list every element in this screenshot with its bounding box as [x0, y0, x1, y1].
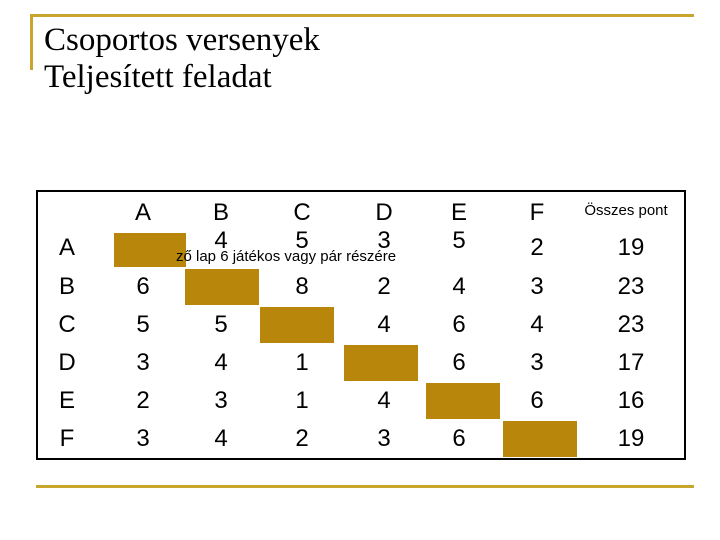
- diagonal-cell-b: [185, 269, 259, 305]
- col-header-b: B: [212, 199, 229, 226]
- overlay-caption: ző lap 6 játékos vagy pár részére: [176, 248, 397, 265]
- cell-c-d: 4: [377, 311, 391, 338]
- cell-a-b: 4: [214, 227, 228, 254]
- cell-a-c: 5: [295, 227, 309, 254]
- cell-d-a: 3: [136, 349, 150, 376]
- diagonal-cell-d: [344, 345, 418, 381]
- col-header-a: A: [134, 199, 151, 226]
- accent-vertical-bar: [30, 14, 33, 70]
- diagonal-cell-e: [426, 383, 500, 419]
- cell-d-f: 3: [530, 349, 544, 376]
- page-title: [44, 22, 320, 96]
- cell-b-f: 3: [530, 273, 544, 300]
- cell-d-b: 4: [214, 349, 228, 376]
- cell-c-f: 4: [530, 311, 544, 338]
- diagonal-cell-c: [260, 307, 334, 343]
- total-a: 19: [617, 234, 645, 261]
- diagonal-cell-f: [503, 421, 577, 457]
- total-c: 23: [617, 311, 645, 338]
- accent-bottom-line: [36, 485, 694, 488]
- total-b: 23: [617, 273, 645, 300]
- cell-d-c: 1: [295, 349, 309, 376]
- title-line-1: Csoportos versenyek: [44, 22, 320, 58]
- col-header-d: D: [375, 199, 393, 226]
- row-header-c: C: [58, 311, 76, 338]
- total-e: 16: [617, 387, 645, 414]
- row-header-d: D: [58, 349, 76, 376]
- col-header-total: Összes pont: [584, 202, 668, 219]
- cell-e-a: 2: [136, 387, 150, 414]
- row-header-f: F: [59, 425, 75, 452]
- cell-c-b: 5: [214, 311, 228, 338]
- cell-b-d: 2: [377, 273, 391, 300]
- row-header-a: A: [58, 234, 75, 261]
- row-header-e: E: [58, 387, 75, 414]
- col-header-f: F: [529, 199, 545, 226]
- total-f: 19: [617, 425, 645, 452]
- score-table: [36, 190, 686, 460]
- cell-d-e: 6: [452, 349, 466, 376]
- cell-e-c: 1: [295, 387, 309, 414]
- total-d: 17: [617, 349, 645, 376]
- cell-e-d: 4: [377, 387, 391, 414]
- cell-a-f: 2: [530, 234, 544, 261]
- cell-b-c: 8: [295, 273, 309, 300]
- cell-c-a: 5: [136, 311, 150, 338]
- row-header-b: B: [58, 273, 75, 300]
- cell-b-e: 4: [452, 273, 466, 300]
- cell-f-c: 2: [295, 425, 309, 452]
- cell-f-e: 6: [452, 425, 466, 452]
- cell-c-e: 6: [452, 311, 466, 338]
- cell-f-b: 4: [214, 425, 228, 452]
- cell-e-b: 3: [214, 387, 228, 414]
- col-header-c: C: [293, 199, 311, 226]
- cell-a-d: 3: [377, 227, 391, 254]
- col-header-e: E: [450, 199, 467, 226]
- cell-a-e: 5: [452, 227, 466, 254]
- cell-b-a: 6: [136, 273, 150, 300]
- accent-top-line: [30, 14, 694, 17]
- cell-e-f: 6: [530, 387, 544, 414]
- title-line-2: Teljesített feladat: [44, 59, 272, 95]
- cell-f-d: 3: [377, 425, 391, 452]
- cell-f-a: 3: [136, 425, 150, 452]
